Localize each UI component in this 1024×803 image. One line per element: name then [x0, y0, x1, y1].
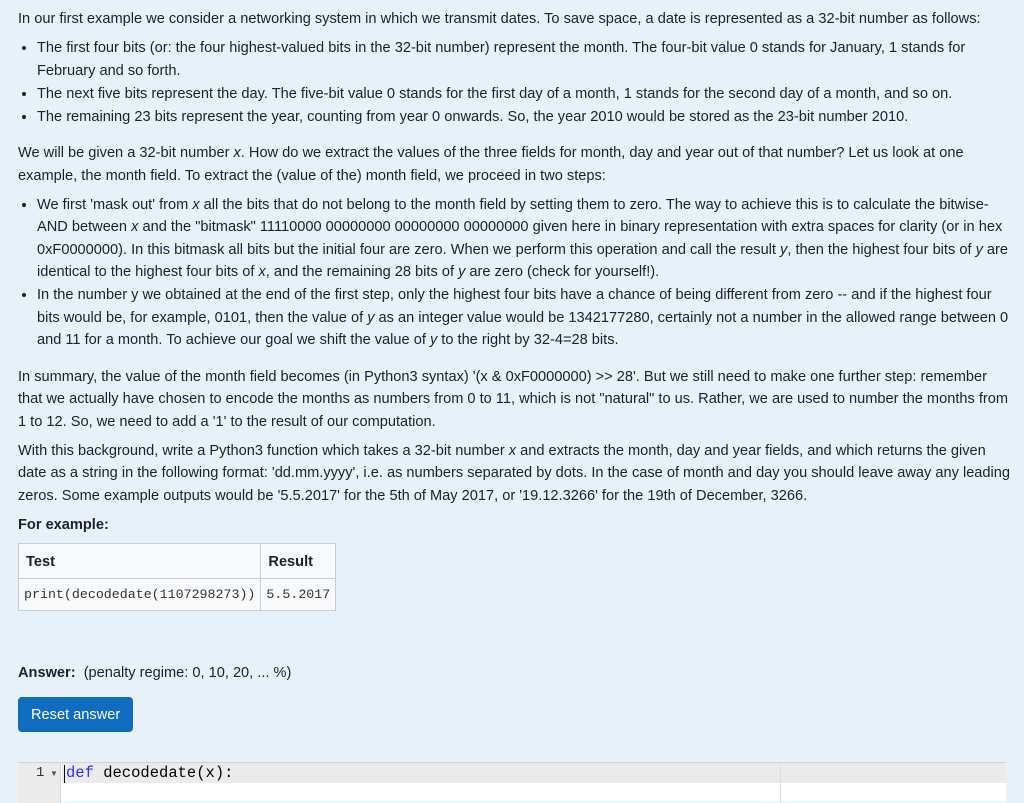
list-item: • The next five bits represent the day. The five-bit value 0 stands for the first day of a month, 1 stands for the second day of a month, and so on.: [37, 82, 1010, 105]
line-gutter: [18, 763, 61, 803]
for-example-heading: For example:: [18, 516, 109, 533]
list-item: • We first 'mask out' from x all the bits that do not belong to the month field by setting them to zero. The way to achieve this is to calculate the bitwise-AND between x and the "bitmask" 11110000 00000000 00000000 00000000 given here in binary representation with extra spaces for clarity (or in hex 0xF0000000). In this bitmask all bits but the initial four are zero. When we perform this operation and call the result y, then the highest four bits of y are identical to the highest four bits of x, and the remaining 28 bits of y are zero (check for yourself!).: [37, 193, 1010, 283]
extraction-paragraph: We will be given a 32-bit number x. How do we extract the values of the three fields for month, day and year out of that number? Let us look at one example, the month field. To extract the (value of the) month field, we proceed in two steps:: [18, 145, 964, 184]
summary-paragraph: In summary, the value of the month field becomes (in Python3 syntax) '(x & 0xF0000000) >> 28'. But we still need to make one further step: remember that we actually have chosen to encode the months as numbers from 0 to 11, which is not "natural" to us. Rather, we are used to number the months from 1 to 12. So, we need to add a '1' to the result of our computation.: [18, 369, 1009, 430]
text-cursor: [64, 765, 65, 783]
list-item: • The first four bits (or: the four highest-valued bits in the 32-bit number) represent the month. The four-bit value 0 stands for January, 1 stands for February and so forth.: [37, 36, 1010, 82]
intro-paragraph: In our first example we consider a networking system in which we transmit dates. To save space, a date is represented as a 32-bit number as follows:: [18, 11, 981, 27]
code-line[interactable]: [66, 764, 233, 782]
penalty-regime: (penalty regime: 0, 10, 20, ... %): [83, 665, 292, 682]
column-header-test: Test: [19, 544, 261, 579]
fold-arrow-icon[interactable]: ▼: [50, 769, 58, 778]
table-row: [19, 579, 336, 611]
task-paragraph: With this background, write a Python3 function which takes a 32-bit number x and extracts the month, day and year fields, and which returns the given date as a string in the following format: 'dd.mm.yyyy', i.e. as numbers separated by dots. In the case of month and day you should leave away any leading zeros. Some example outputs would be '5.5.2017' for the 5th of May 2017, or '19.12.3266' for the 19th of December, 3266.: [18, 443, 1011, 504]
list-item: • In the number y we obtained at the end of the first step, only the highest four bits have a chance of being different from zero -- and if the highest four bits would be, for example, 0101, then the value of y as an integer value would be 1342177280, certainly not a number in the allowed range between 0 and 11 for a month. To achieve our goal we shift the value of y to the right by 32-4=28 bits.: [37, 283, 1010, 351]
print-margin: [780, 763, 781, 803]
examples-table: [18, 543, 336, 611]
code-editor[interactable]: [18, 762, 1006, 802]
column-header-result: Result: [261, 544, 336, 579]
code-keyword: def: [66, 764, 94, 782]
result-cell: 5.5.2017: [261, 579, 336, 611]
bit-layout-list: [18, 36, 1010, 128]
line-number: 1: [36, 765, 45, 781]
reset-answer-button[interactable]: Reset answer: [18, 697, 133, 732]
test-cell: print(decodedate(1107298273)): [19, 579, 261, 611]
steps-list: [18, 193, 1010, 351]
list-item: • The remaining 23 bits represent the year, counting from year 0 onwards. So, the year 2010 would be stored as the 23-bit number 2010.: [37, 105, 1010, 128]
answer-label: Answer: (penalty regime: 0, 10, 20, ... %): [18, 665, 292, 682]
code-text: decodedate(x):: [93, 764, 234, 782]
